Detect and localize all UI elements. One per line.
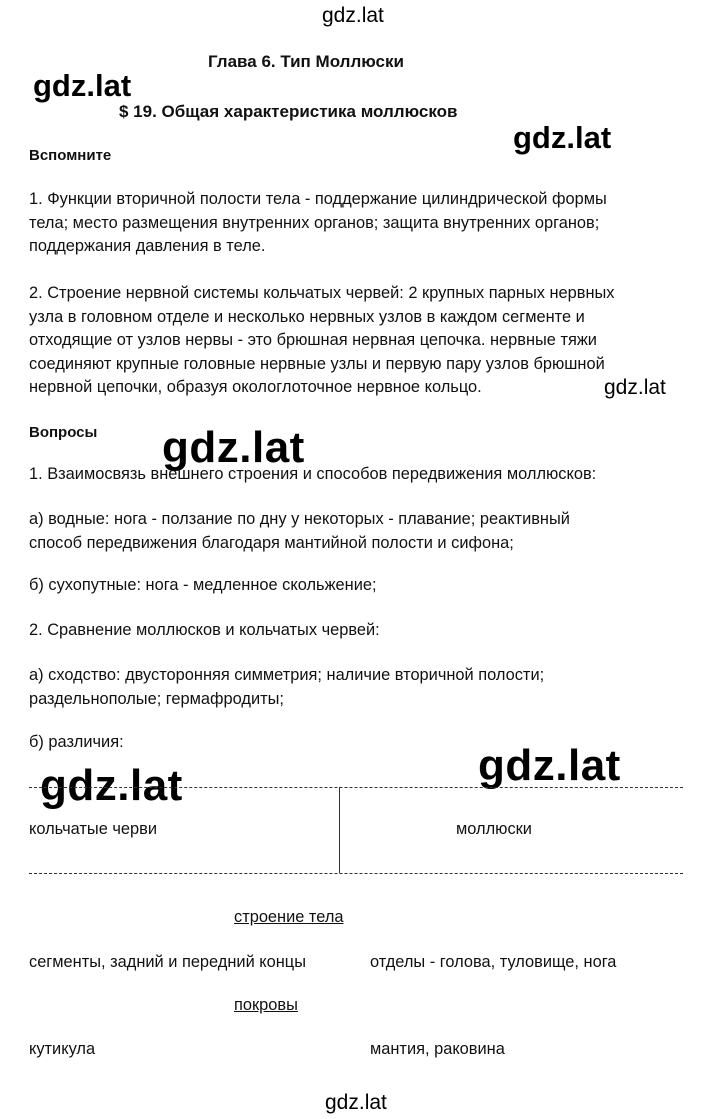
text-line: 2. Строение нервной системы кольчатых червей: 2 крупных парных нервных — [29, 284, 615, 302]
watermark-left-bottom: gdz.lat — [40, 761, 183, 810]
question-1-answer-b: б) сухопутные: нога - медленное скольжение; — [29, 576, 377, 594]
text-line: раздельнополые; гермафродиты; — [29, 689, 284, 708]
remember-item-1 — [29, 188, 694, 259]
row-heading-body-structure: строение тела — [234, 908, 344, 926]
question-2: 2. Сравнение моллюсков и кольчатых червей: — [29, 621, 380, 639]
watermark-bottom: gdz.lat — [325, 1091, 387, 1114]
watermark-right-mid: gdz.lat — [604, 376, 666, 399]
section-title: $ 19. Общая характеристика моллюсков — [119, 102, 458, 121]
question-1-answer-a — [29, 508, 694, 555]
text-line: поддержания давления в теле. — [29, 237, 266, 255]
remember-heading: Вспомните — [29, 147, 112, 164]
table-column-divider — [339, 787, 340, 873]
text-line: отходящие от узлов нервы - это брюшная нервная цепочка. нервные тяжи — [29, 331, 597, 349]
questions-heading: Вопросы — [29, 424, 98, 441]
question-1: 1. Взаимосвязь внешнего строения и способов передвижения моллюсков: — [29, 465, 597, 483]
remember-item-2 — [29, 282, 694, 400]
question-2-answer-a — [29, 664, 694, 711]
watermark-center-mid: gdz.lat — [162, 423, 305, 472]
column-header-molluscs: моллюски — [456, 820, 532, 838]
watermark-right-top: gdz.lat — [513, 120, 612, 155]
row-body-structure-annelids: сегменты, задний и передний концы — [29, 953, 306, 971]
row-body-structure-molluscs: отделы - голова, туловище, нога — [370, 953, 617, 971]
text-line: соединяют крупные головные нервные узлы и первую пару узлов брюшной — [29, 354, 605, 373]
question-2-answer-b: б) различия: — [29, 733, 124, 751]
table-top-divider — [29, 787, 683, 788]
watermark-top: gdz.lat — [322, 4, 384, 27]
text-line: а) сходство: двусторонняя симметрия; наличие вторичной полости; — [29, 666, 545, 684]
text-line: нервной цепочки, образуя окологлоточное нервное кольцо. — [29, 378, 482, 396]
chapter-title: Глава 6. Тип Моллюски — [208, 52, 404, 71]
row-heading-integument: покровы — [234, 996, 298, 1014]
text-line: 1. Функции вторичной полости тела - поддержание цилиндрической формы — [29, 190, 607, 208]
text-line: способ передвижения благодаря мантийной полости и сифона; — [29, 533, 514, 552]
row-integument-annelids: кутикула — [29, 1040, 96, 1058]
text-line: узла в головном отделе и несколько нервных узлов в каждом сегменте и — [29, 307, 585, 326]
table-header-divider — [29, 873, 683, 874]
text-line: а) водные: нога - ползание по дну у некоторых - плавание; реактивный — [29, 510, 570, 528]
watermark-right-bottom: gdz.lat — [478, 741, 621, 790]
text-line: тела; место размещения внутренних органов; защита внутренних органов; — [29, 213, 600, 232]
row-integument-molluscs: мантия, раковина — [370, 1040, 505, 1058]
column-header-annelids: кольчатые черви — [29, 820, 158, 838]
watermark-left-top: gdz.lat — [33, 68, 132, 103]
